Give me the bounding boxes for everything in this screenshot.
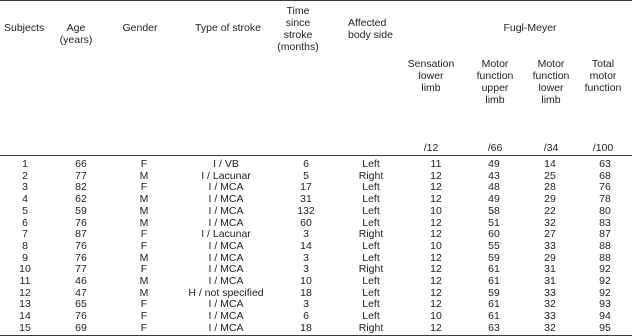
header-age: Age (years) bbox=[59, 22, 93, 46]
cell-upper: 58 bbox=[488, 205, 500, 217]
cell-months: 3 bbox=[303, 229, 309, 241]
cell-sensation: 12 bbox=[430, 229, 442, 241]
cell-upper: 61 bbox=[488, 264, 500, 276]
cell-months: 31 bbox=[300, 194, 312, 206]
table-row bbox=[0, 229, 632, 241]
table-row bbox=[0, 311, 632, 323]
cell-gender: F bbox=[140, 229, 148, 241]
cell-upper: 61 bbox=[488, 276, 500, 288]
cell-months: 17 bbox=[300, 182, 312, 194]
top-rule bbox=[0, 0, 632, 1]
cell-lower: 31 bbox=[544, 276, 556, 288]
cell-total: 95 bbox=[599, 322, 611, 334]
cell-sensation: 10 bbox=[430, 205, 442, 217]
cell-stroke-type: I / MCA bbox=[208, 182, 244, 194]
cell-lower: 33 bbox=[544, 240, 556, 252]
cell-sensation: 12 bbox=[430, 276, 442, 288]
table-row bbox=[0, 299, 632, 311]
cell-gender: F bbox=[140, 322, 148, 334]
cell-lower: 32 bbox=[544, 299, 556, 311]
header-gender: Gender bbox=[122, 22, 158, 34]
cell-gender: M bbox=[139, 170, 149, 182]
cell-total: 80 bbox=[599, 205, 611, 217]
cell-age: 77 bbox=[75, 264, 87, 276]
cell-months: 3 bbox=[303, 252, 309, 264]
header-total-motor: Total motor function bbox=[584, 58, 622, 94]
cell-side: Left bbox=[362, 205, 380, 217]
cell-gender: F bbox=[140, 311, 148, 323]
cell-lower: 28 bbox=[544, 182, 556, 194]
cell-age: 69 bbox=[75, 322, 87, 334]
cell-age: 46 bbox=[75, 276, 87, 288]
cell-subject: 13 bbox=[19, 299, 31, 311]
cell-upper: 59 bbox=[488, 252, 500, 264]
cell-sensation: 12 bbox=[430, 217, 442, 229]
cell-lower: 31 bbox=[544, 264, 556, 276]
cell-lower: 33 bbox=[544, 311, 556, 323]
cell-subject: 9 bbox=[22, 252, 28, 264]
cell-stroke-type: I / MCA bbox=[208, 252, 244, 264]
cell-subject: 1 bbox=[22, 159, 28, 170]
cell-subject: 7 bbox=[22, 229, 28, 241]
cell-lower: 32 bbox=[544, 322, 556, 334]
cell-lower: 27 bbox=[544, 229, 556, 241]
cell-upper: 49 bbox=[488, 194, 500, 206]
cell-lower: 14 bbox=[544, 159, 556, 170]
cell-stroke-type: I / MCA bbox=[208, 194, 244, 206]
cell-stroke-type: I / MCA bbox=[208, 205, 244, 217]
cell-age: 47 bbox=[75, 287, 87, 299]
cell-stroke-type: H / not specified bbox=[188, 287, 264, 299]
cell-side: Left bbox=[362, 194, 380, 206]
cell-gender: M bbox=[139, 252, 149, 264]
table-row bbox=[0, 276, 632, 288]
header-motor-lower-limb: Motor function lower limb bbox=[532, 58, 570, 106]
cell-gender: M bbox=[139, 287, 149, 299]
cell-months: 10 bbox=[300, 276, 312, 288]
max-upper: /66 bbox=[487, 142, 503, 154]
cell-upper: 60 bbox=[488, 229, 500, 241]
cell-age: 76 bbox=[75, 240, 87, 252]
cell-lower: 25 bbox=[544, 170, 556, 182]
cell-side: Right bbox=[358, 170, 384, 182]
cell-stroke-type: I / VB bbox=[213, 159, 239, 170]
cell-total: 68 bbox=[599, 170, 611, 182]
cell-side: Right bbox=[358, 264, 384, 276]
cell-lower: 33 bbox=[544, 287, 556, 299]
cell-upper: 61 bbox=[488, 299, 500, 311]
cell-subject: 3 bbox=[22, 182, 28, 194]
cell-gender: M bbox=[139, 194, 149, 206]
cell-subject: 2 bbox=[22, 170, 28, 182]
cell-months: 6 bbox=[303, 311, 309, 323]
cell-subject: 5 bbox=[22, 205, 28, 217]
cell-upper: 55 bbox=[488, 240, 500, 252]
cell-age: 87 bbox=[75, 229, 87, 241]
cell-side: Left bbox=[362, 159, 380, 170]
cell-age: 76 bbox=[75, 311, 87, 323]
cell-months: 18 bbox=[300, 287, 312, 299]
cell-months: 3 bbox=[303, 299, 309, 311]
cell-upper: 43 bbox=[488, 170, 500, 182]
cell-total: 78 bbox=[599, 194, 611, 206]
table-row bbox=[0, 218, 632, 230]
cell-upper: 49 bbox=[488, 159, 500, 170]
cell-age: 59 bbox=[75, 205, 87, 217]
max-sensation: /12 bbox=[423, 142, 439, 154]
data-table bbox=[0, 159, 632, 335]
cell-gender: F bbox=[140, 182, 148, 194]
cell-gender: F bbox=[140, 299, 148, 311]
cell-stroke-type: I / MCA bbox=[208, 264, 244, 276]
cell-side: Left bbox=[362, 276, 380, 288]
cell-total: 92 bbox=[599, 287, 611, 299]
table-row bbox=[0, 288, 632, 300]
cell-upper: 63 bbox=[488, 322, 500, 334]
cell-age: 62 bbox=[75, 194, 87, 206]
cell-subject: 6 bbox=[22, 217, 28, 229]
table-row bbox=[0, 323, 632, 335]
cell-side: Left bbox=[362, 217, 380, 229]
cell-lower: 32 bbox=[544, 217, 556, 229]
cell-subject: 8 bbox=[22, 240, 28, 252]
cell-sensation: 12 bbox=[430, 194, 442, 206]
cell-sensation: 12 bbox=[430, 170, 442, 182]
cell-months: 6 bbox=[303, 159, 309, 170]
cell-side: Left bbox=[362, 252, 380, 264]
cell-upper: 51 bbox=[488, 217, 500, 229]
cell-stroke-type: I / MCA bbox=[208, 311, 244, 323]
cell-total: 83 bbox=[599, 217, 611, 229]
table-row bbox=[0, 241, 632, 253]
cell-months: 60 bbox=[300, 217, 312, 229]
cell-stroke-type: I / Lacunar bbox=[201, 229, 251, 241]
cell-sensation: 12 bbox=[430, 287, 442, 299]
header-sensation-lower-limb: Sensation lower limb bbox=[407, 58, 455, 94]
header-affected-body-side: Affected body side bbox=[348, 17, 393, 41]
cell-age: 76 bbox=[75, 252, 87, 264]
table-row bbox=[0, 194, 632, 206]
cell-sensation: 11 bbox=[430, 159, 442, 170]
cell-sensation: 12 bbox=[430, 182, 442, 194]
header-motor-upper-limb: Motor function upper limb bbox=[476, 58, 514, 106]
cell-upper: 48 bbox=[488, 182, 500, 194]
cell-side: Left bbox=[362, 182, 380, 194]
cell-total: 93 bbox=[599, 299, 611, 311]
cell-lower: 29 bbox=[544, 194, 556, 206]
cell-total: 92 bbox=[599, 264, 611, 276]
cell-gender: F bbox=[140, 240, 148, 252]
cell-subject: 12 bbox=[19, 287, 31, 299]
cell-gender: F bbox=[140, 264, 148, 276]
cell-total: 88 bbox=[599, 240, 611, 252]
cell-total: 92 bbox=[599, 276, 611, 288]
cell-stroke-type: I / MCA bbox=[208, 322, 244, 334]
table-row bbox=[0, 171, 632, 183]
cell-gender: M bbox=[139, 205, 149, 217]
cell-subject: 4 bbox=[22, 194, 28, 206]
cell-sensation: 10 bbox=[430, 240, 442, 252]
cell-side: Left bbox=[362, 287, 380, 299]
cell-subject: 11 bbox=[19, 276, 31, 288]
cell-age: 82 bbox=[75, 182, 87, 194]
header-type-of-stroke: Type of stroke bbox=[195, 22, 261, 34]
cell-total: 94 bbox=[599, 311, 611, 323]
cell-subject: 14 bbox=[19, 311, 31, 323]
cell-side: Right bbox=[358, 229, 384, 241]
cell-age: 66 bbox=[75, 159, 87, 170]
cell-gender: F bbox=[140, 159, 148, 170]
cell-side: Left bbox=[362, 311, 380, 323]
cell-subject: 10 bbox=[19, 264, 31, 276]
table-row bbox=[0, 253, 632, 265]
cell-total: 76 bbox=[599, 182, 611, 194]
cell-months: 132 bbox=[297, 205, 315, 217]
cell-stroke-type: I / MCA bbox=[208, 240, 244, 252]
cell-age: 77 bbox=[75, 170, 87, 182]
cell-stroke-type: I / MCA bbox=[208, 217, 244, 229]
cell-age: 65 bbox=[75, 299, 87, 311]
cell-months: 18 bbox=[300, 322, 312, 334]
cell-sensation: 12 bbox=[430, 299, 442, 311]
cell-age: 76 bbox=[75, 217, 87, 229]
max-lower: /34 bbox=[543, 142, 559, 154]
table-row bbox=[0, 206, 632, 218]
cell-gender: M bbox=[139, 217, 149, 229]
cell-months: 3 bbox=[303, 264, 309, 276]
cell-side: Left bbox=[362, 299, 380, 311]
cell-stroke-type: I / MCA bbox=[208, 276, 244, 288]
cell-upper: 59 bbox=[488, 287, 500, 299]
cell-upper: 61 bbox=[488, 311, 500, 323]
header-subjects: Subjects bbox=[4, 22, 45, 34]
cell-side: Left bbox=[362, 240, 380, 252]
cell-total: 87 bbox=[599, 229, 611, 241]
header-time-since-stroke: Time since stroke (months) bbox=[277, 5, 319, 53]
cell-side: Right bbox=[358, 322, 384, 334]
cell-sensation: 12 bbox=[430, 252, 442, 264]
header-fugl-meyer: Fugl-Meyer bbox=[503, 22, 557, 34]
cell-stroke-type: I / Lacunar bbox=[201, 170, 251, 182]
cell-months: 5 bbox=[303, 170, 309, 182]
cell-sensation: 12 bbox=[430, 322, 442, 334]
table-row bbox=[0, 182, 632, 194]
cell-lower: 29 bbox=[544, 252, 556, 264]
table-row bbox=[0, 159, 632, 171]
cell-sensation: 10 bbox=[430, 311, 442, 323]
cell-lower: 22 bbox=[544, 205, 556, 217]
cell-gender: M bbox=[139, 276, 149, 288]
cell-sensation: 12 bbox=[430, 264, 442, 276]
max-total: /100 bbox=[592, 142, 614, 154]
cell-total: 63 bbox=[599, 159, 611, 170]
cell-total: 88 bbox=[599, 252, 611, 264]
cell-subject: 15 bbox=[19, 322, 31, 334]
cell-stroke-type: I / MCA bbox=[208, 299, 244, 311]
header-rule bbox=[0, 155, 632, 156]
cell-months: 14 bbox=[300, 240, 312, 252]
table-row bbox=[0, 264, 632, 276]
